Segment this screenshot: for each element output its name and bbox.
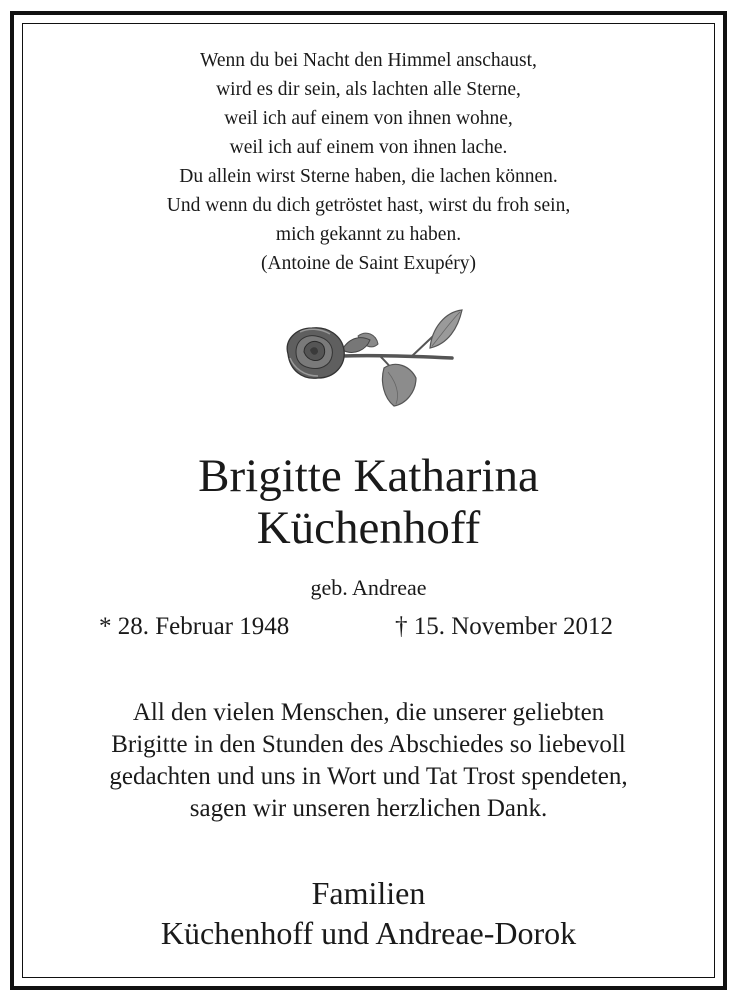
signature-line: Familien xyxy=(311,875,426,911)
life-dates xyxy=(0,612,737,642)
poem-line: Wenn du bei Nacht den Himmel anschaust, xyxy=(200,50,537,71)
name-line: Brigitte Katharina xyxy=(198,450,539,502)
poem xyxy=(0,46,737,278)
thanks-line: sagen wir unseren herzlichen Dank. xyxy=(189,795,548,822)
poem-line: Und wenn du dich getröstet hast, wirst du froh sein, xyxy=(166,195,571,216)
family-signature xyxy=(0,873,737,953)
thanks-line: Brigitte in den Stunden des Abschiedes so liebevoll xyxy=(111,731,626,758)
thanks-text xyxy=(0,697,737,825)
birth-date: * 28. Februar 1948 xyxy=(99,613,290,640)
poem-line: Du allein wirst Sterne haben, die lachen können. xyxy=(179,166,558,187)
name-line: Küchenhoff xyxy=(256,502,481,554)
poem-line: weil ich auf einem von ihnen wohne, xyxy=(224,108,513,129)
signature-line: Küchenhoff und Andreae-Dorok xyxy=(160,915,577,951)
death-date: † 15. November 2012 xyxy=(395,613,614,640)
rose-icon xyxy=(280,306,470,410)
poem-line: mich gekannt zu haben. xyxy=(275,224,462,245)
deceased-name xyxy=(0,450,737,554)
thanks-line: All den vielen Menschen, die unserer geliebten xyxy=(132,699,605,726)
thanks-line: gedachten und uns in Wort und Tat Trost spendeten, xyxy=(109,763,628,790)
birth-name: geb. Andreae xyxy=(310,575,427,600)
poem-line: wird es dir sein, als lachten alle Sterne, xyxy=(216,79,521,100)
poem-attribution: (Antoine de Saint Exupéry) xyxy=(261,253,476,274)
poem-line: weil ich auf einem von ihnen lache. xyxy=(229,137,508,158)
